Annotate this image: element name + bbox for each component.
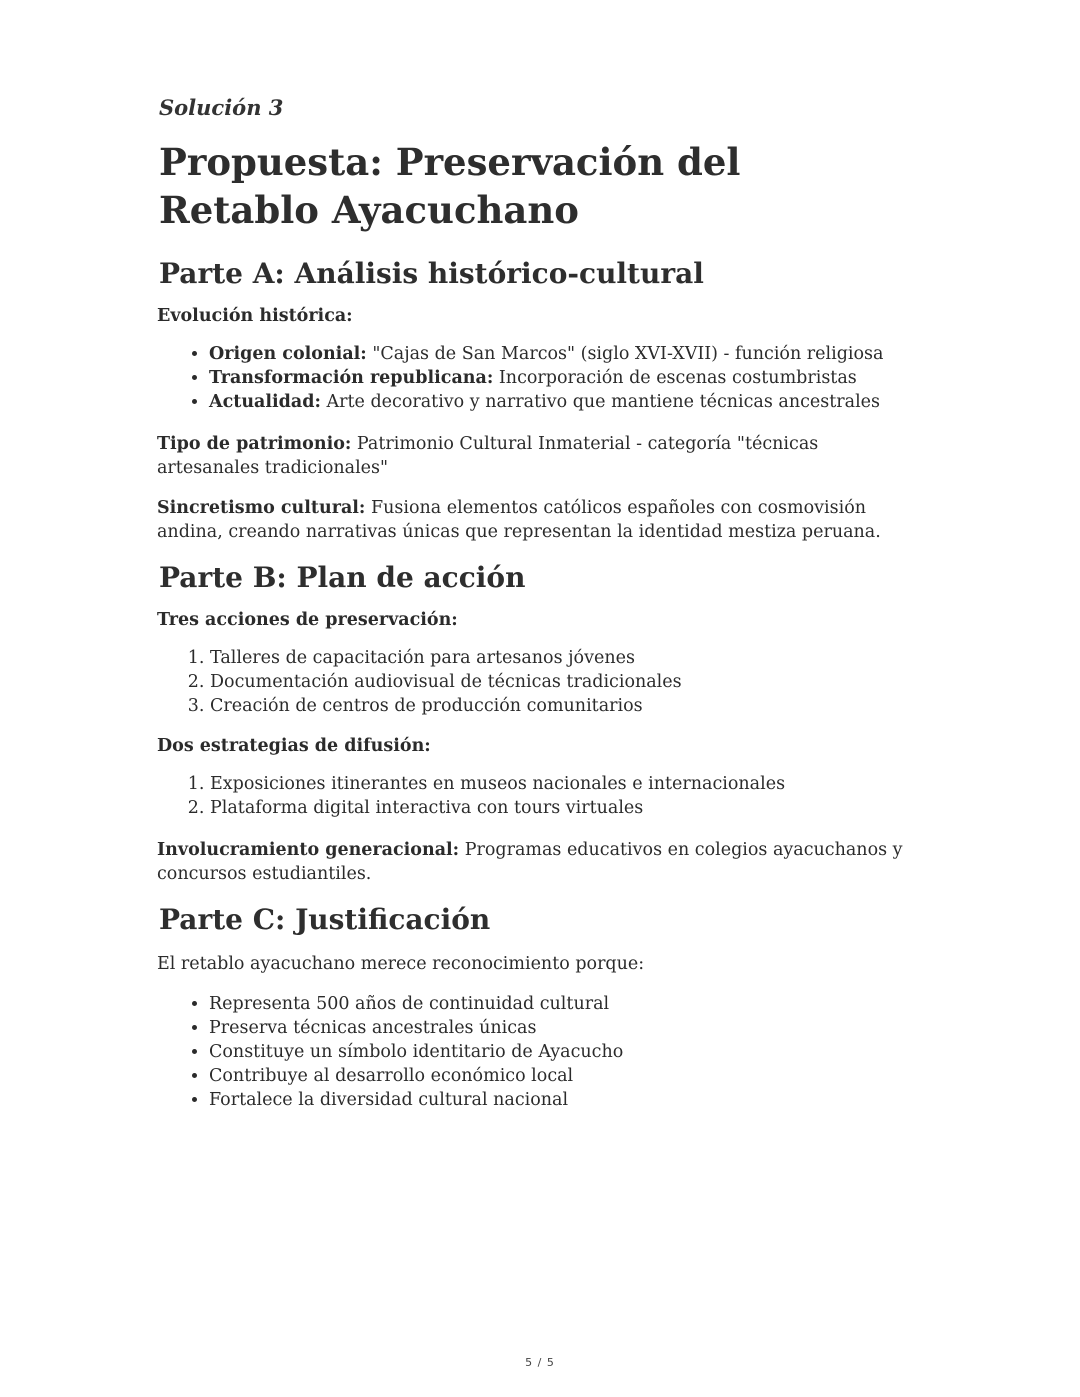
list-item: 1. Exposiciones itinerantes en museos nacionales e internacionales (210, 772, 917, 796)
syncretism-term: Sincretismo cultural: (157, 498, 366, 518)
list-item-term: Actualidad: (209, 392, 321, 412)
list-item: • Constituye un símbolo identitario de Ayacucho (209, 1040, 917, 1064)
section-part-c (157, 902, 917, 1112)
justification-intro: El retablo ayacuchano merece reconocimiento porque: (157, 954, 645, 974)
involvement-term: Involucramiento generacional: (157, 840, 460, 860)
part-b-heading: Parte B: Plan de acción (159, 561, 526, 594)
involvement-text: Programas educativos en colegios ayacuchanos y concursos estudiantiles. (157, 840, 903, 884)
page-indicator: 5 / 5 (525, 1356, 555, 1369)
list-item: • Preserva técnicas ancestrales únicas (209, 1016, 917, 1040)
solution-label: Solución 3 (159, 95, 284, 120)
strategies-list (157, 772, 917, 820)
list-item-term: Origen colonial: (209, 344, 367, 364)
list-item-term: Transformación republicana: (209, 368, 494, 388)
list-item: • Representa 500 años de continuidad cultural (209, 992, 917, 1016)
syncretism-text: Fusiona elementos católicos españoles con cosmovisión andina, creando narrativas únicas que representan la identidad mestiza peruana. (157, 498, 881, 542)
list-item: • Fortalece la diversidad cultural nacional (209, 1088, 917, 1112)
evolution-label: Evolución histórica: (157, 306, 353, 326)
section-part-a (157, 256, 917, 544)
involvement-paragraph (157, 838, 917, 886)
reasons-list (157, 992, 917, 1112)
list-item: 2. Plataforma digital interactiva con tours virtuales (210, 796, 917, 820)
heritage-term: Tipo de patrimonio: (157, 434, 352, 454)
heritage-text: Patrimonio Cultural Inmaterial - categoría "técnicas artesanales tradicionales" (157, 434, 819, 478)
list-item (209, 390, 917, 414)
list-item (209, 342, 917, 366)
list-item-text: Arte decorativo y narrativo que mantiene técnicas ancestrales (320, 392, 881, 412)
document-title: Propuesta: Preservación del Retablo Ayacuchano (159, 140, 741, 232)
list-item: 3. Creación de centros de producción comunitarios (210, 694, 917, 718)
list-item: 2. Documentación audiovisual de técnicas tradicionales (210, 670, 917, 694)
list-item-text: "Cajas de San Marcos" (siglo XVI-XVII) - función religiosa (366, 344, 884, 364)
actions-list (157, 646, 917, 718)
list-item-text: Incorporación de escenas costumbristas (493, 368, 857, 388)
list-item: • Contribuye al desarrollo económico local (209, 1064, 917, 1088)
list-item: 1. Talleres de capacitación para artesanos jóvenes (210, 646, 917, 670)
evolution-list (157, 342, 917, 414)
section-part-b (157, 560, 917, 886)
list-item (209, 366, 917, 390)
syncretism-paragraph (157, 496, 917, 544)
heritage-paragraph (157, 432, 917, 480)
part-a-heading: Parte A: Análisis histórico-cultural (159, 257, 704, 290)
document-page (157, 95, 917, 1130)
strategies-label: Dos estrategias de difusión: (157, 736, 431, 756)
actions-label: Tres acciones de preservación: (157, 610, 458, 630)
part-c-heading: Parte C: Justificación (159, 903, 491, 936)
